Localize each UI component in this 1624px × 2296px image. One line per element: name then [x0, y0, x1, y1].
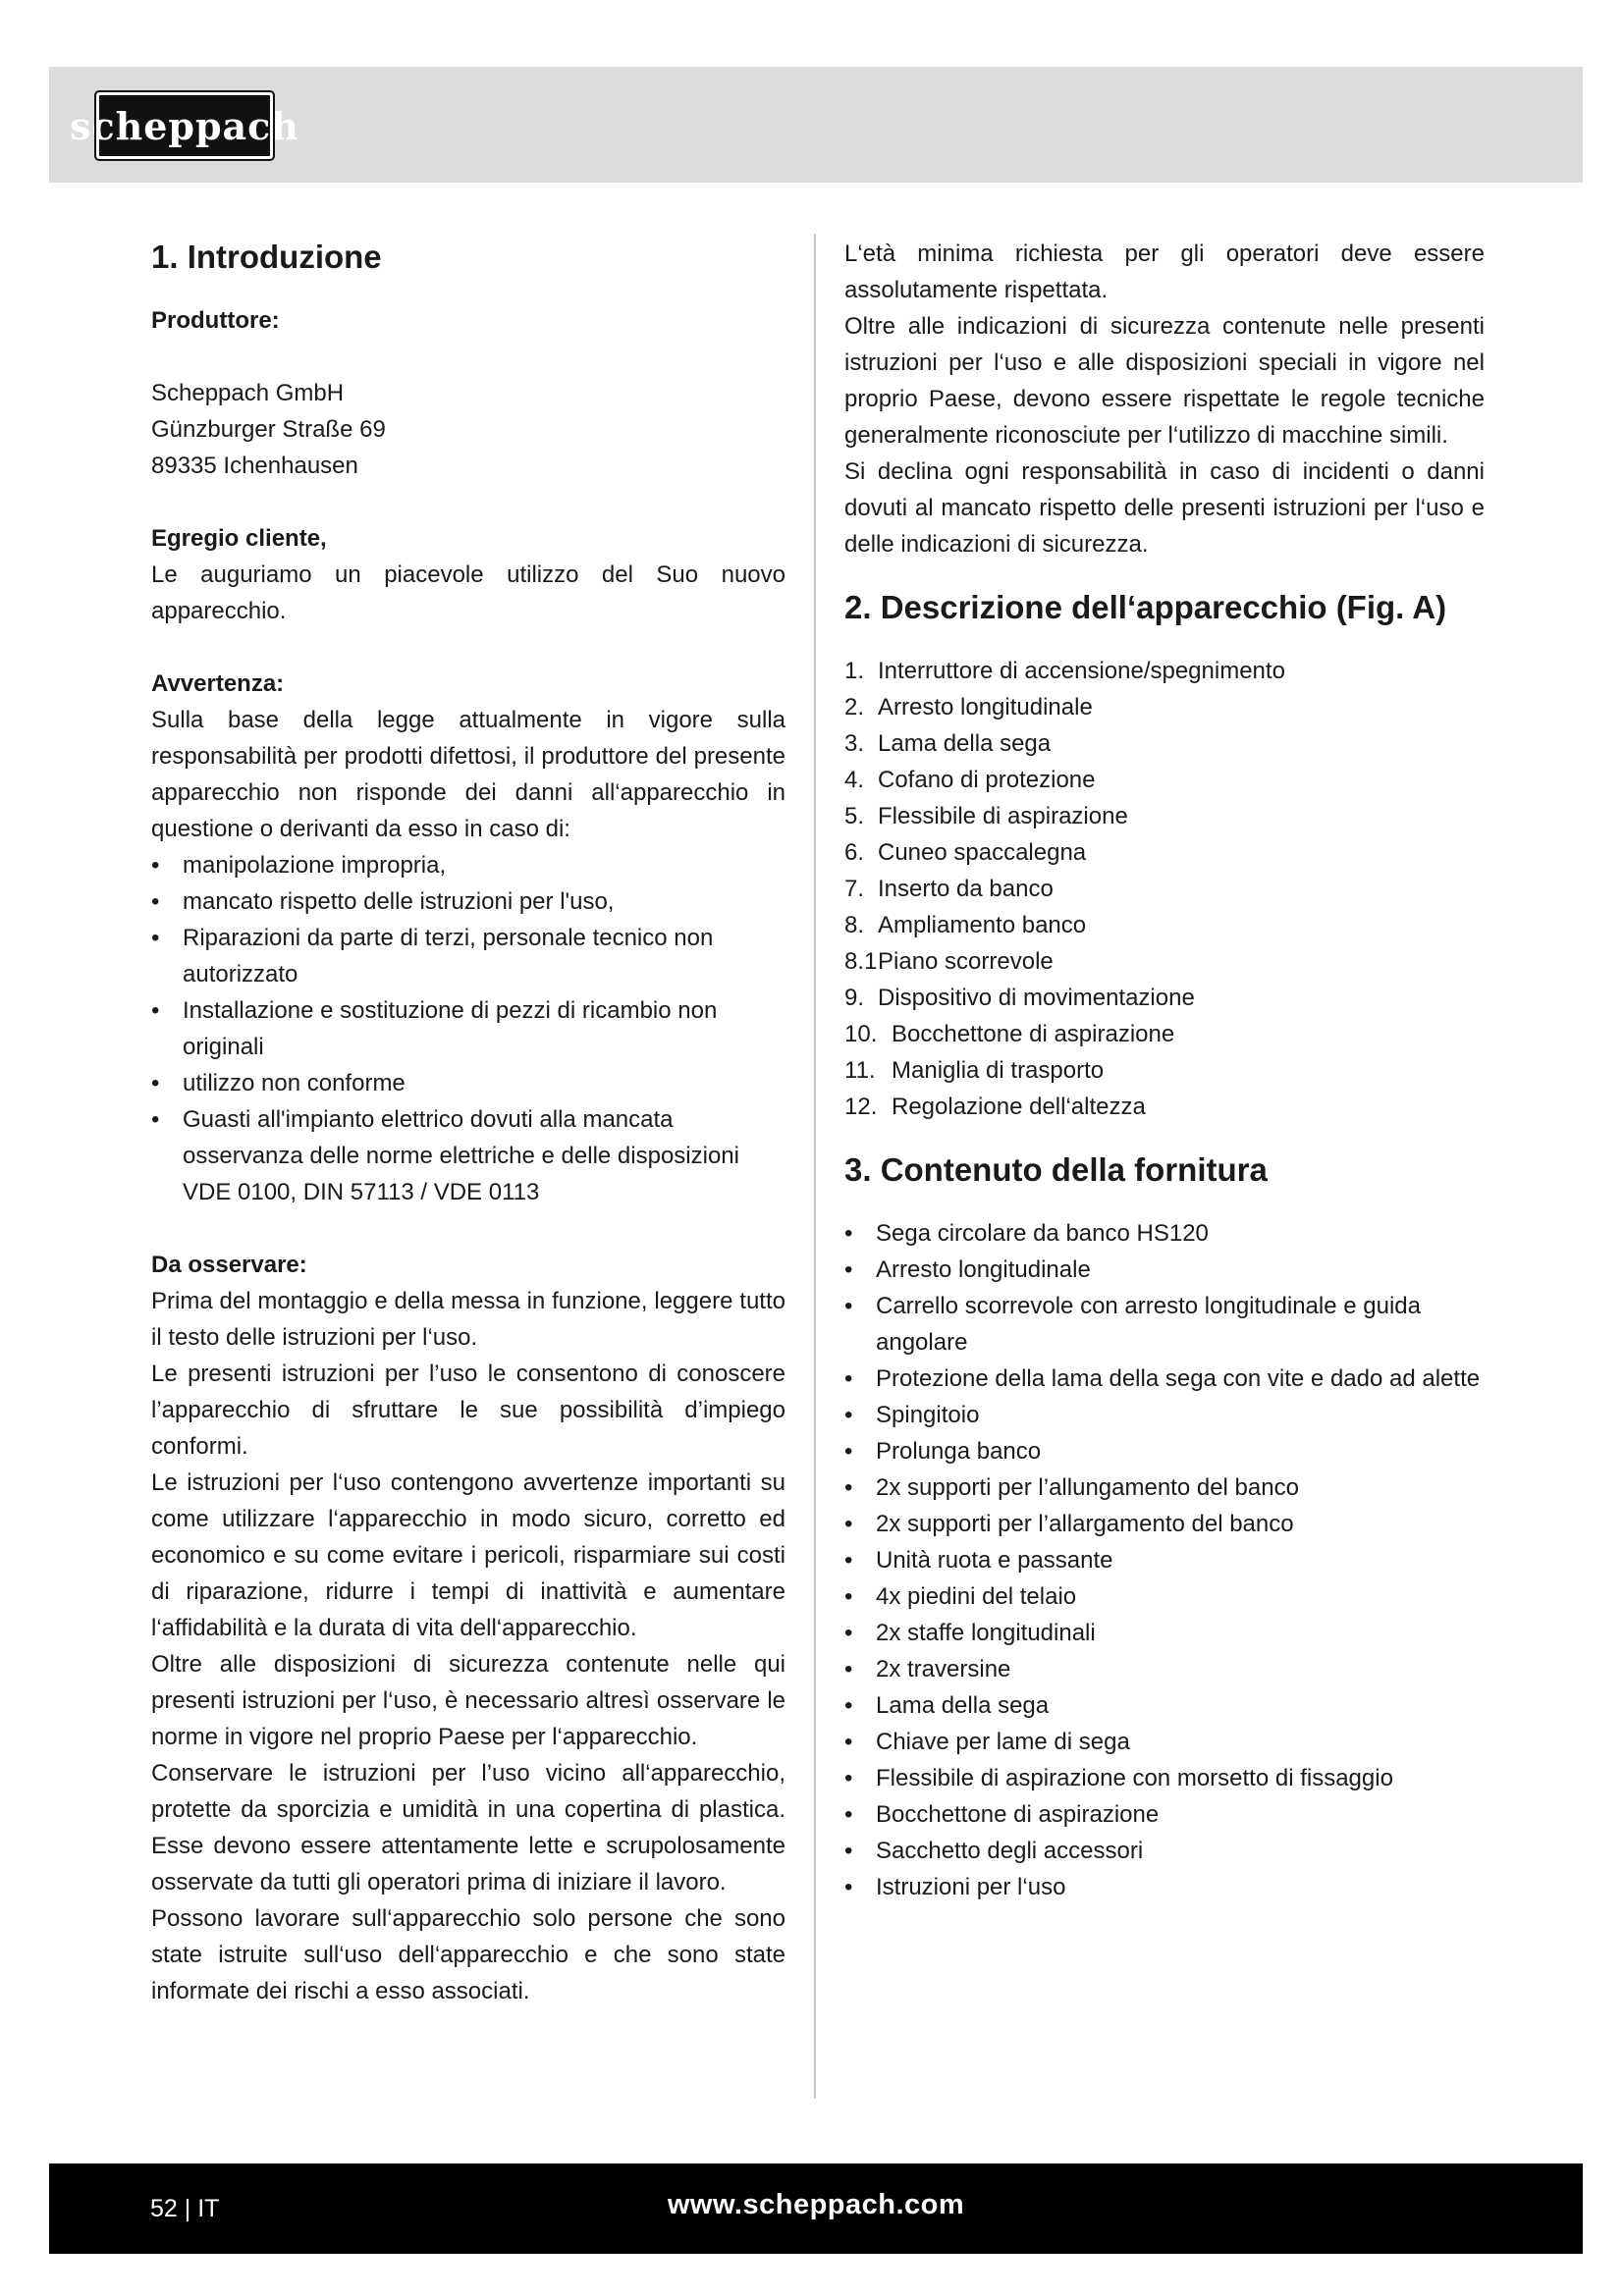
footer-bar: [49, 2163, 1583, 2254]
address-line: Scheppach GmbH: [151, 380, 345, 406]
list-item: 1. Interruttore di accensione/spegnimento: [844, 658, 1285, 684]
observe-paragraph: Prima del montaggio e della messa in funzione, leggere tutto il testo delle istruzioni per l‘uso.: [151, 1288, 785, 1351]
observe-paragraph: Le presenti istruzioni per l’uso le consentono di conoscere l’apparecchio di sfruttare le sue possibilità d’impiego conformi.: [151, 1361, 785, 1460]
list-item: • Bocchettone di aspirazione: [844, 1796, 1485, 1833]
list-item: 5. Flessibile di aspirazione: [844, 803, 1128, 829]
intro-paragraph: Oltre alle indicazioni di sicurezza contenute nelle presenti istruzioni per l‘uso e alle disposizioni speciali in vigore nel proprio Paese, devono essere rispettate le regole tecniche generalmente riconosciute per l‘utilizzo di macchine simili.: [844, 313, 1485, 449]
list-item: 11. Maniglia di trasporto: [844, 1057, 1105, 1084]
list-item: • Istruzioni per l‘uso: [844, 1869, 1485, 1905]
list-item: 2. Arresto longitudinale: [844, 694, 1093, 721]
warning-text: Sulla base della legge attualmente in vigore sulla responsabilità per prodotti difettosi, il produttore del presente apparecchio non risponde dei danni all‘apparecchio in questione o derivanti da esso in caso di:: [151, 707, 785, 842]
list-item: 8.1 Piano scorrevole: [844, 948, 1054, 975]
list-item: • utilizzo non conforme: [151, 1065, 785, 1101]
list-item: • Guasti all'impianto elettrico dovuti alla mancata osservanza delle norme elettriche e delle disposizioni VDE 0100, DIN 57113 / VDE 0113: [151, 1101, 785, 1210]
header-bar: [49, 67, 1583, 183]
warning-list: [151, 847, 785, 1210]
list-item: • Riparazioni da parte di terzi, personale tecnico non autorizzato: [151, 920, 785, 992]
manufacturer-label: Produttore:: [151, 307, 280, 334]
intro-paragraph: Si declina ogni responsabilità in caso di incidenti o danni dovuti al mancato rispetto delle presenti istruzioni per l‘uso e delle indicazioni di sicurezza.: [844, 458, 1485, 558]
dear-customer-label: Egregio cliente,: [151, 525, 327, 552]
list-item: • Flessibile di aspirazione con morsetto di fissaggio: [844, 1760, 1485, 1796]
list-item: • Spingitoio: [844, 1397, 1485, 1433]
page-number: 52 | IT: [150, 2195, 220, 2222]
address-line: 89335 Ichenhausen: [151, 453, 358, 479]
list-item: • 2x staffe longitudinali: [844, 1615, 1485, 1651]
list-item: • Sacchetto degli accessori: [844, 1833, 1485, 1869]
warning-label: Avvertenza:: [151, 670, 285, 697]
list-item: • Installazione e sostituzione di pezzi di ricambio non originali: [151, 992, 785, 1065]
column-divider: [814, 234, 816, 2099]
list-item: • Lama della sega: [844, 1687, 1485, 1724]
list-item: 12. Regolazione dell‘altezza: [844, 1094, 1146, 1120]
left-column: [151, 236, 785, 2009]
observe-paragraph: Possono lavorare sull‘apparecchio solo persone che sono state istruite sull‘uso dell‘apparecchio e che sono state informate dei rischi a esso associati.: [151, 1905, 785, 2004]
list-item: 7. Inserto da banco: [844, 876, 1054, 902]
right-column: [844, 236, 1485, 1905]
observe-paragraph: Le istruzioni per l‘uso contengono avvertenze importanti su come utilizzare l‘apparecchio in modo sicuro, corretto ed economico e su come evitare i pericoli, risparmiare sui costi di riparazione, ridurre i tempi di inattività e aumentare l‘affidabilità e la durata di vita dell‘apparecchio.: [151, 1469, 785, 1641]
list-item: • 2x supporti per l’allungamento del banco: [844, 1469, 1485, 1506]
list-item: • Chiave per lame di sega: [844, 1724, 1485, 1760]
observe-paragraph: Oltre alle disposizioni di sicurezza contenute nelle qui presenti istruzioni per l‘uso, è necessario altresì osservare le norme in vigore nel proprio Paese per l‘apparecchio.: [151, 1651, 785, 1750]
list-item: 4. Cofano di protezione: [844, 767, 1096, 793]
list-item: • Arresto longitudinale: [844, 1252, 1485, 1288]
section-1-title: 1. Introduzione: [151, 239, 382, 275]
dear-customer-text: Le auguriamo un piacevole utilizzo del Suo nuovo apparecchio.: [151, 561, 785, 624]
list-item: • 2x traversine: [844, 1651, 1485, 1687]
list-item: 10. Bocchettone di aspirazione: [844, 1021, 1175, 1047]
website-link[interactable]: www.scheppach.com: [667, 2189, 965, 2220]
observe-paragraph: Conservare le istruzioni per l’uso vicino all‘apparecchio, protette da sporcizia e umidità in una copertina di plastica. Esse devono essere attentamente lette e scrupolosamente osservate da tutti gli operatori prima di iniziare il lavoro.: [151, 1760, 785, 1896]
list-item: 8. Ampliamento banco: [844, 912, 1087, 938]
list-item: • 4x piedini del telaio: [844, 1578, 1485, 1615]
address-line: Günzburger Straße 69: [151, 416, 386, 443]
parts-list: [844, 653, 1485, 1125]
list-item: • Carrello scorrevole con arresto longitudinale e guida angolare: [844, 1288, 1485, 1361]
section-3-title: 3. Contenuto della fornitura: [844, 1151, 1268, 1188]
intro-paragraph: L‘età minima richiesta per gli operatori deve essere assolutamente rispettata.: [844, 240, 1485, 303]
section-2-title: 2. Descrizione dell‘apparecchio (Fig. A): [844, 589, 1447, 625]
scheppach-logo: scheppach: [96, 92, 273, 159]
list-item: 3. Lama della sega: [844, 730, 1052, 757]
delivery-list: [844, 1215, 1485, 1905]
list-item: • mancato rispetto delle istruzioni per l'uso,: [151, 883, 785, 920]
list-item: • Sega circolare da banco HS120: [844, 1215, 1485, 1252]
list-item: • manipolazione impropria,: [151, 847, 785, 883]
list-item: 9. Dispositivo di movimentazione: [844, 985, 1195, 1011]
list-item: • 2x supporti per l’allargamento del banco: [844, 1506, 1485, 1542]
list-item: 6. Cuneo spaccalegna: [844, 839, 1087, 866]
observe-label: Da osservare:: [151, 1252, 307, 1278]
list-item: • Protezione della lama della sega con vite e dado ad alette: [844, 1361, 1485, 1397]
list-item: • Unità ruota e passante: [844, 1542, 1485, 1578]
list-item: • Prolunga banco: [844, 1433, 1485, 1469]
